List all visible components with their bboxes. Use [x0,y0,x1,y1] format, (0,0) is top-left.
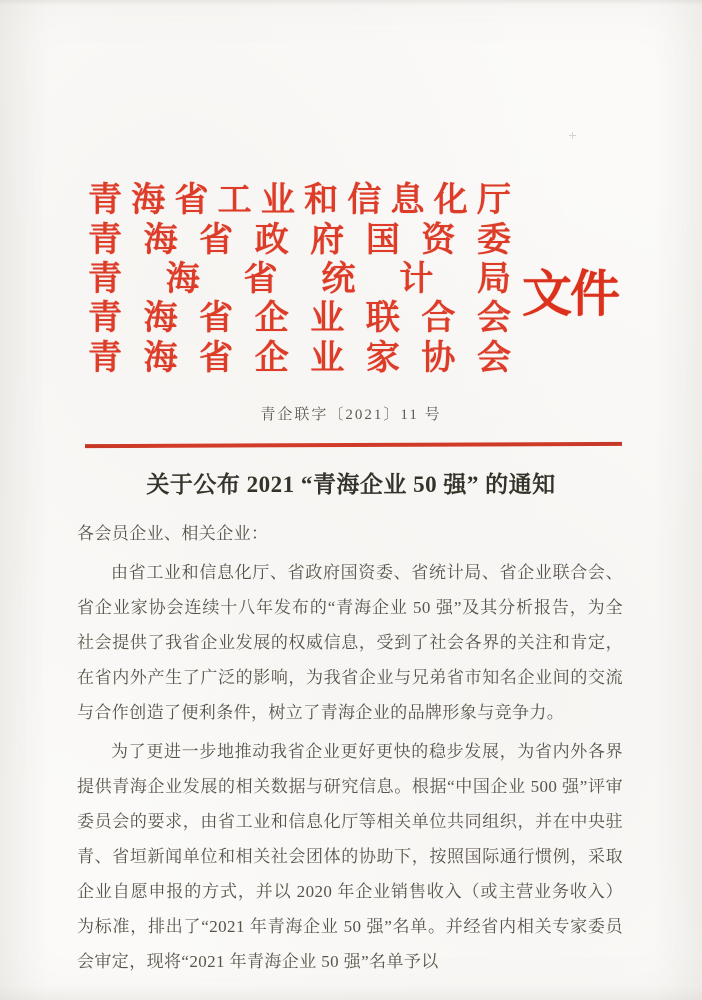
document-title: 关于公布 2021 “青海企业 50 强” 的通知 [146,472,556,497]
agency-line-industry-it-dept: 青 海 省 工 业 和 信 息 化 厅 [88,182,511,220]
document-reference-number: 青企联字〔2021〕11 号 [260,407,442,423]
agency-line-sasac: 青 海 省 政 府 国 资 委 [88,221,511,259]
issuing-agencies-block [88,177,511,377]
agency-line-statistics-bureau: 青 海 省 统 计 局 [88,260,511,298]
red-divider-line [85,442,622,448]
body-paragraph-1: 由省工业和信息化厅、省政府国资委、省统计局、省企业联合会、省企业家协会连续十八年发布的“青海企业 50 强”及其分析报告，为全社会提供了我省企业发展的权威信息，受到了社会各界的关注和肯定，在省内外产生了广泛的影响，为我省企业与兄弟省市知名企业间的交流与合作创造了便利条件，树立了青海企业的品牌形象与竞争力。 [77,563,623,722]
scan-speck-mark [569,132,576,139]
agency-line-entrepreneurs-association: 青 海 省 企 业 家 协 会 [88,339,511,377]
document-label-wenjian: 文件 [522,266,618,322]
body-paragraph-2: 为了更进一步地推动我省企业更好更快的稳步发展，为省内外各界提供青海企业发展的相关数据与研究信息。根据“中国企业 500 强”评审委员会的要求，由省工业和信息化厅等相关单位共同组织，并在中央驻青、省垣新闻单位和相关社会团体的协助下，按照国际通行惯例，采取企业自愿申报的方式，并以 2020 年企业销售收入（或主营业务收入）为标准，排出了“2021 年青海企业 50 强”名单。并经省内相关专家委员会审定，现将“2021 年青海企业 50 强”名单予以 [77,742,623,971]
agency-line-enterprise-confederation: 青 海 省 企 业 联 合 会 [88,300,511,338]
salutation-line: 各会员企业、相关企业： [77,524,269,543]
document-body [77,516,623,983]
